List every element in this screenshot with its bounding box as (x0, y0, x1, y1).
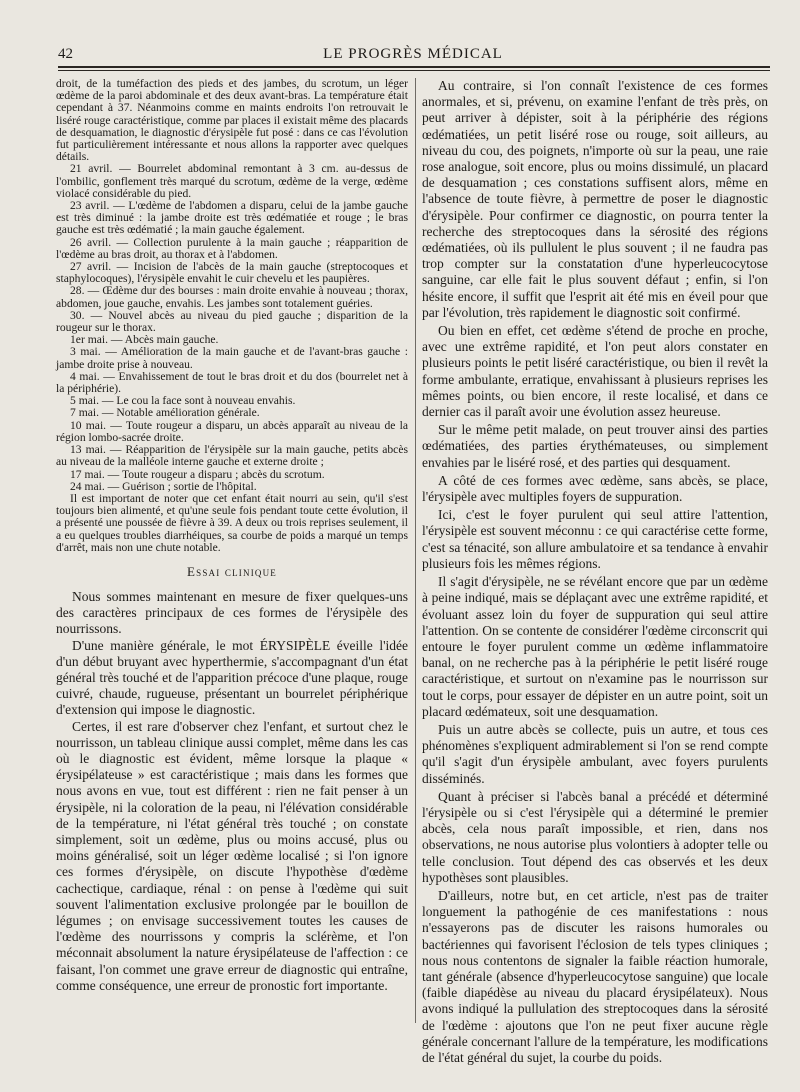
body-paragraph: Puis un autre abcès se collecte, puis un autre, et tous ces phénomènes s'expliquent admirablement si l'on se rend compte qu'il s'agit d'un érysipèle ambulant, avec foyers purulents disséminés. (422, 721, 768, 786)
essay-paragraph: Certes, il est rare d'observer chez l'enfant, et surtout chez le nourrisson, un tableau clinique aussi complet, même dans les cas où le diagnostic est évident, même lorsque la plaque « érysipélateuse » est caractéristique ; mais dans les formes que nous avons en vue, tout est différent : rien ne fait penser à un érysipèle, ni la coloration de la peau, ni l'élévation considérable de la température, ni l'état général très touché ; on constate simplement, soit un œdème, plus ou moins accusé, plus ou moins généralisé, soit un léger œdème localisé ; si l'on ignore ces formes d'érysipèle, on discute l'hypothèse d'œdème cachectique, cardiaque, rénal : on pense à l'œdème qui suit souvent l'alimentation exclusive prolongée par le bouillon de légumes ; on envisage successivement toutes les causes de l'œdème des nourrissons y compris la sclérème, et l'on méconnait absolument la nature érysipélateuse de l'affection : ce faisant, l'on commet une grave erreur de diagnostic qui entraîne, comme conséquence, une erreur de pronostic fort importante. (56, 718, 408, 993)
case-entry: 26 avril. — Collection purulente à la main gauche ; réapparition de l'œdème au bras droit, au thorax et à l'abdomen. (56, 235, 408, 261)
case-entry: 7 mai. — Notable amélioration générale. (70, 406, 260, 420)
case-entry: 1er mai. — Abcès main gauche. (70, 333, 219, 347)
body-paragraph: Ici, c'est le foyer purulent qui seul attire l'attention, l'érysipèle est souvent méconnu : ce qui caractérise cette forme, c'est sa ténacité, son allure ambulatoire et sa tendance à envahir plusieurs fois les mêmes régions. (422, 507, 768, 571)
case-entry: 21 avril. — Bourrelet abdominal remontant à 3 cm. au-dessus de l'ombilic, gonflement très marqué du scrotum, œdème de la verge, œdème violacé considérable du pied. (56, 162, 408, 200)
case-entry: 28. — Œdème dur des bourses : main droite envahie à nouveau ; thorax, abdomen, joue gauche, envahis. Les jambes sont totalement guéries. (56, 284, 408, 310)
header-rule (58, 66, 770, 68)
case-note: Il est important de noter que cet enfant était nourri au sein, qu'il s'est toujours bien alimenté, et qu'une seule fois pendant toute cette évolution, il a présenté une poussée de fièvre à 39. A deux ou trois reprises seulement, il a eu quelques troubles diarrhéiques, sa courbe de poids a marqué un temps d'arrêt, mais non une chute notable. (56, 491, 408, 554)
case-entry: 24 mai. — Guérison ; sortie de l'hôpital. (70, 479, 257, 493)
left-column (56, 78, 408, 994)
body-paragraph: Quant à préciser si l'abcès banal a précédé et déterminé l'érysipèle ou si c'est l'érysipèle qui a déterminé le premier abcès, cela nous paraît impossible, et rien, dans nos observations, ne nous autorise plus volontiers à adopter telle ou telle conclusion. Tout dépend des cas observés et les deux hypothèses sont plausibles. (422, 788, 768, 885)
case-entry: 10 mai. — Toute rougeur a disparu, un abcès apparaît au niveau de la région lombo-sacrée droite. (56, 418, 408, 444)
body-paragraph: Il s'agit d'érysipèle, ne se révélant encore que par un œdème à peine indiqué, mais se déplaçant avec une extrême rapidité, et évoluant assez loin du foyer de suppuration qui seul attire l'attention. On se contente de considérer l'œdème circonscrit qui entoure le foyer purulent comme un œdème inflammatoire banal, on ne recherche pas à la périphérie le petit liséré rouge caractéristique, et surtout on n'examine pas le nourrisson sur tout le corps, pour essayer de dépister en un autre point, soit un placard œdémateux, soit une desquamation. (422, 574, 768, 719)
case-paragraph: droit, de la tuméfaction des pieds et des jambes, du scrotum, un léger œdème de la paroi abdominale et des deux avant-bras. La température était cependant à 37. Néanmoins comme en maints endroits l'on retrouvait le liséré rouge caractéristique, comme par places il existait même des placards de desquamation, le diagnostic d'érysipèle fut posé : dans ce cas l'évolution fut particulièrement intéressante et nous allons la rapporter avec quelques détails. (56, 77, 408, 164)
case-entry: 13 mai. — Réapparition de l'érysipèle sur la main gauche, petits abcès au niveau de la malléole interne gauche et externe droite ; (56, 443, 408, 469)
case-entry: 17 mai. — Toute rougeur a disparu ; abcès du scrotum. (70, 467, 325, 481)
case-entry: 3 mai. — Amélioration de la main gauche et de l'avant-bras gauche : jambe droite prise à nouveau. (56, 345, 408, 371)
essay-paragraph: Nous sommes maintenant en mesure de fixer quelques-uns des caractères principaux de ces formes de l'érysipèle des nourrissons. (56, 588, 408, 637)
journal-title: LE PROGRÈS MÉDICAL (323, 46, 503, 62)
body-paragraph: Au contraire, si l'on connaît l'existence de ces formes anormales, et si, prévenu, on examine l'enfant de très près, on peut arriver à dépister, soit à la périphérie des régions œdématiées, un petit liséré rose ou rouge, soit ailleurs, au niveau du cou, des poignets, n'importe où sur la peau, une raie rose analogue, soit encore, plus ou moins dissimulé, un placard de desquamation ; ces constations suffisent alors, même en l'absence de toute fièvre, à permettre de poser le diagnostic d'érysipèle. Pour confirmer ce diagnostic, on pourra tenter la recherche des streptocoques dans la sérosité des régions œdématiées, où ils pullulent le plus souvent ; il ne faudra pas trop compter sur la constatation d'une hyperleucocytose sanguine, car elle fait le plus souvent défaut ; enfin, si l'on hésite encore, il suffit que l'esprit ait été mis en éveil pour que par l'évolution, très rapidement le diagnostic soit confirmé. (422, 78, 768, 320)
case-entry: 4 mai. — Envahissement de tout le bras droit et du dos (bourrelet net à la périphérie). (56, 369, 408, 396)
body-paragraph: D'ailleurs, notre but, en cet article, n'est pas de traiter longuement la pathogénie de ces manifestations : nous n'essayerons pas de discuter les raisons humorales ou bactériennes qui favorisent l'éclosion de tels types cliniques ; nous nous contentons de signaler la faible réaction humorale, tant générale (absence d'hyperleucocytose sanguine) que locale (faible diapédèse au niveau du placard érysipélateux). Nous avons indiqué la pullulation des streptocoques dans la sérosité de l'œdème : ajoutons que l'on ne peut fixer aucune règle générale concernant l'allure de la température, les modifications de l'état général du sujet, la courbe du poids. (422, 887, 768, 1065)
header-rule-thin (58, 70, 770, 71)
case-entry: 30. — Nouvel abcès au niveau du pied gauche ; disparition de la rougeur sur le thorax. (56, 308, 408, 335)
body-paragraph: Ou bien en effet, cet œdème s'étend de proche en proche, avec une extrême rapidité, et l'on peut alors constater en plusieurs points le petit liséré caractéristique, ou bien il revêt la forme ambulante, erratique, envahissant à plusieurs reprises les mêmes points, ou bien encore, il reste localisé, et dans ce dernier cas il paraît avoir une évolution assez heureuse. (422, 323, 768, 420)
essay-body (56, 589, 408, 994)
right-column (422, 78, 768, 1066)
case-entry: 5 mai. — Le cou la face sont à nouveau envahis. (70, 394, 296, 408)
page-header (58, 44, 768, 68)
column-divider (415, 78, 416, 1023)
body-paragraph: A côté de ces formes avec œdème, sans abcès, se place, l'érysipèle avec multiples foyers de suppuration. (422, 472, 768, 505)
page-number: 42 (58, 46, 73, 62)
case-report (56, 78, 408, 554)
body-paragraph: Sur le même petit malade, on peut trouver ainsi des parties œdématiées, des parties érythémateuses, ou simplement envahies par le liséré rosé, et des parties qui desquament. (422, 422, 768, 470)
case-entry: 23 avril. — L'œdème de l'abdomen a disparu, celui de la jambe gauche est très diminué : la jambe droite est très œdématiée et rouge ; le bras gauche est très œdématié ; la main gauche également. (56, 199, 408, 237)
section-title: Essai clinique (187, 563, 277, 579)
essay-paragraph: D'une manière générale, le mot ÉRYSIPÈLE éveille l'idée d'un début bruyant avec hyperthermie, s'accompagnant d'un état général très touché et de l'apparition précoce d'une plaque, rouge cuivré, chaude, rugueuse, présentant un bourrelet périphérique d'extension qui impose le diagnostic. (56, 637, 408, 718)
case-entry: 27 avril. — Incision de l'abcès de la main gauche (streptocoques et staphylocoques), l'érysipèle envahit le cuir chevelu et les paupières. (56, 260, 408, 286)
